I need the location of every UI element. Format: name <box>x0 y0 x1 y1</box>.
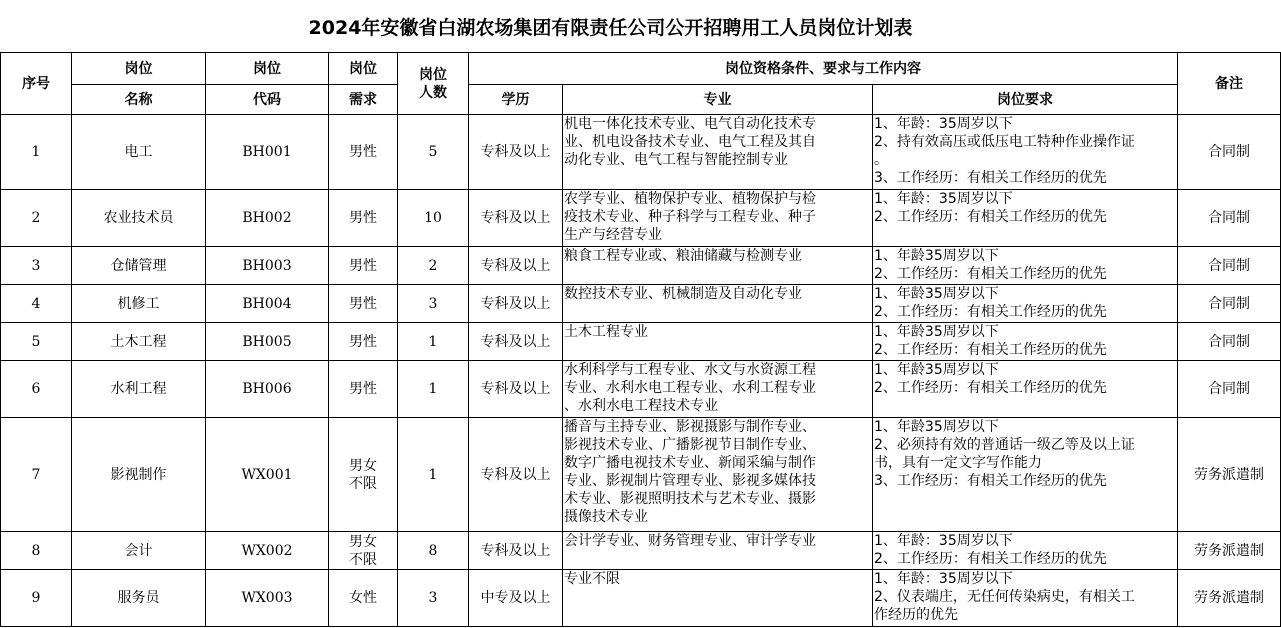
cell-count: 2 <box>398 247 469 285</box>
cell-education: 专科及以上 <box>469 418 563 532</box>
cell-major-line: 生产与经营专业 <box>564 227 662 243</box>
cell-need-line: 男性 <box>349 257 377 274</box>
cell-major-line: 会计学专业、财务管理专业、审计学专业 <box>564 533 816 549</box>
header-pos-count <box>398 53 469 115</box>
cell-need <box>329 190 398 247</box>
table-row <box>1 247 1281 285</box>
cell-seq: 1 <box>1 115 72 190</box>
cell-major-line: 疫技术专业、种子科学与工程专业、种子 <box>564 209 816 225</box>
cell-major-line: 影视技术专业、广播影视节目制作专业、 <box>564 437 816 453</box>
cell-requirement-line: 2、工作经历：有相关工作经历的优先 <box>874 342 1107 358</box>
cell-remark: 合同制 <box>1178 115 1281 190</box>
cell-requirement <box>873 361 1178 418</box>
cell-requirement-line: 1、年龄35周岁以下 <box>874 286 999 302</box>
cell-requirement-line: 2、工作经历：有相关工作经历的优先 <box>874 209 1107 225</box>
cell-requirement <box>873 418 1178 532</box>
cell-requirement-line: 1、年龄35周岁以下 <box>874 248 999 264</box>
cell-education: 专科及以上 <box>469 532 563 570</box>
cell-major-line: 、水利水电工程技术专业 <box>564 398 718 414</box>
cell-requirement-line: 2、持有效高压或低压电工特种作业操作证 <box>874 134 1135 150</box>
header-pos-need-2: 需求 <box>329 85 398 115</box>
cell-requirement-line: 1、年龄35周岁以下 <box>874 324 999 340</box>
cell-need <box>329 570 398 627</box>
cell-need-line: 男性 <box>349 210 377 226</box>
cell-need <box>329 532 398 570</box>
cell-requirement-line: 2、仪表端庄，无任何传染病史，有相关工 <box>874 589 1135 605</box>
cell-education: 专科及以上 <box>469 361 563 418</box>
cell-requirement-line: 2、工作经历：有相关工作经历的优先 <box>874 266 1107 282</box>
cell-education: 专科及以上 <box>469 285 563 323</box>
cell-remark: 合同制 <box>1178 323 1281 361</box>
cell-remark: 合同制 <box>1178 361 1281 418</box>
cell-count: 1 <box>398 323 469 361</box>
cell-need <box>329 115 398 190</box>
header-pos-name-1: 岗位 <box>72 53 206 85</box>
cell-count: 1 <box>398 361 469 418</box>
header-remark: 备注 <box>1178 53 1281 115</box>
header-qualification: 岗位资格条件、要求与工作内容 <box>469 53 1178 85</box>
cell-need-line: 不限 <box>349 551 377 568</box>
cell-major-line: 农学专业、植物保护专业、植物保护与检 <box>564 191 816 207</box>
cell-requirement <box>873 323 1178 361</box>
cell-code: BH004 <box>206 285 329 323</box>
cell-need-line: 不限 <box>349 475 377 492</box>
position-plan-table <box>0 52 1281 627</box>
cell-requirement-line: 1、年龄35周岁以下 <box>874 419 999 435</box>
cell-remark: 劳务派遣制 <box>1178 570 1281 627</box>
cell-seq: 6 <box>1 361 72 418</box>
cell-major <box>563 361 873 418</box>
cell-need-line: 男性 <box>349 144 377 160</box>
cell-requirement-line: 1、年龄：35周岁以下 <box>874 191 1013 207</box>
cell-requirement-line: 3、工作经历：有相关工作经历的优先 <box>874 473 1107 489</box>
cell-requirement-line: 1、年龄：35周岁以下 <box>874 116 1013 132</box>
cell-need <box>329 361 398 418</box>
table-row <box>1 285 1281 323</box>
cell-name: 电工 <box>72 115 206 190</box>
cell-need-line: 男性 <box>349 381 377 397</box>
cell-requirement <box>873 285 1178 323</box>
cell-remark: 劳务派遣制 <box>1178 532 1281 570</box>
table-row <box>1 532 1281 570</box>
cell-requirement <box>873 115 1178 190</box>
table-row <box>1 190 1281 247</box>
cell-code: WX002 <box>206 532 329 570</box>
cell-need-line: 男女 <box>349 457 377 474</box>
header-pos-count-1: 岗位 <box>419 66 447 83</box>
cell-code: BH003 <box>206 247 329 285</box>
cell-requirement-line: 2、工作经历：有相关工作经历的优先 <box>874 551 1107 567</box>
cell-major <box>563 115 873 190</box>
cell-requirement-line: 书，具有一定文字写作能力 <box>874 455 1042 471</box>
header-major: 专业 <box>563 85 873 115</box>
header-pos-code-1: 岗位 <box>206 53 329 85</box>
header-pos-need-1: 岗位 <box>329 53 398 85</box>
cell-code: BH001 <box>206 115 329 190</box>
cell-requirement-line: 1、年龄：35周岁以下 <box>874 571 1013 587</box>
cell-major <box>563 418 873 532</box>
cell-remark: 合同制 <box>1178 247 1281 285</box>
cell-name: 水利工程 <box>72 361 206 418</box>
cell-major <box>563 570 873 627</box>
header-education: 学历 <box>469 85 563 115</box>
cell-name: 农业技术员 <box>72 190 206 247</box>
cell-requirement-line: 。 <box>874 152 888 168</box>
cell-need <box>329 285 398 323</box>
cell-code: WX001 <box>206 418 329 532</box>
table-row <box>1 115 1281 190</box>
header-pos-count-2: 人数 <box>419 84 447 101</box>
header-pos-code-2: 代码 <box>206 85 329 115</box>
cell-major-line: 粮食工程专业或、粮油储藏与检测专业 <box>564 248 802 264</box>
cell-major <box>563 247 873 285</box>
cell-seq: 4 <box>1 285 72 323</box>
cell-seq: 9 <box>1 570 72 627</box>
cell-need-line: 男性 <box>349 333 377 350</box>
cell-count: 1 <box>398 418 469 532</box>
cell-major <box>563 190 873 247</box>
table-row <box>1 323 1281 361</box>
cell-name: 影视制作 <box>72 418 206 532</box>
table-row <box>1 570 1281 627</box>
cell-name: 会计 <box>72 532 206 570</box>
cell-requirement <box>873 190 1178 247</box>
cell-major-line: 动化专业、电气工程与智能控制专业 <box>564 152 788 168</box>
cell-code: BH005 <box>206 323 329 361</box>
cell-major-line: 专业不限 <box>564 571 620 587</box>
cell-code: BH006 <box>206 361 329 418</box>
header-pos-name-2: 名称 <box>72 85 206 115</box>
cell-code: BH002 <box>206 190 329 247</box>
cell-major-line: 数字广播电视技术专业、新闻采编与制作 <box>564 455 816 471</box>
cell-requirement <box>873 247 1178 285</box>
cell-count: 10 <box>398 190 469 247</box>
cell-need <box>329 247 398 285</box>
cell-major <box>563 532 873 570</box>
cell-requirement-line: 2、工作经历：有相关工作经历的优先 <box>874 380 1107 396</box>
cell-requirement-line: 2、工作经历：有相关工作经历的优先 <box>874 304 1107 320</box>
cell-need-line: 男女 <box>349 533 377 550</box>
cell-major-line: 术专业、影视照明技术与艺术专业、摄影 <box>564 491 816 507</box>
cell-requirement <box>873 570 1178 627</box>
table-row <box>1 418 1281 532</box>
cell-need <box>329 418 398 532</box>
cell-requirement-line: 1、年龄35周岁以下 <box>874 362 999 378</box>
cell-major-line: 专业、影视制片管理专业、影视多媒体技 <box>564 473 816 489</box>
cell-requirement-line: 1、年龄：35周岁以下 <box>874 533 1013 549</box>
cell-education: 中专及以上 <box>469 570 563 627</box>
cell-requirement-line: 2、必须持有效的普通话一级乙等及以上证 <box>874 437 1135 453</box>
cell-major-line: 水利科学与工程专业、水文与水资源工程 <box>564 362 816 378</box>
cell-requirement <box>873 532 1178 570</box>
cell-seq: 8 <box>1 532 72 570</box>
cell-major-line: 播音与主持专业、影视摄影与制作专业、 <box>564 419 816 435</box>
cell-major-line: 专业、水利水电工程专业、水利工程专业 <box>564 380 816 396</box>
cell-major <box>563 285 873 323</box>
cell-count: 5 <box>398 115 469 190</box>
cell-education: 专科及以上 <box>469 190 563 247</box>
page-title: 2024年安徽省白湖农场集团有限责任公司公开招聘用工人员岗位计划表 <box>308 16 913 39</box>
table-row <box>1 361 1281 418</box>
cell-name: 服务员 <box>72 570 206 627</box>
cell-name: 土木工程 <box>72 323 206 361</box>
cell-count: 3 <box>398 570 469 627</box>
header-requirement: 岗位要求 <box>873 85 1178 115</box>
cell-major-line: 摄像技术专业 <box>564 509 648 525</box>
cell-code: WX003 <box>206 570 329 627</box>
cell-name: 仓储管理 <box>72 247 206 285</box>
cell-count: 8 <box>398 532 469 570</box>
cell-education: 专科及以上 <box>469 115 563 190</box>
cell-remark: 合同制 <box>1178 190 1281 247</box>
cell-need-line: 男性 <box>349 295 377 312</box>
cell-major-line: 机电一体化技术专业、电气自动化技术专 <box>564 116 816 132</box>
cell-major-line: 土木工程专业 <box>564 324 648 340</box>
cell-seq: 5 <box>1 323 72 361</box>
cell-remark: 合同制 <box>1178 285 1281 323</box>
cell-seq: 7 <box>1 418 72 532</box>
cell-education: 专科及以上 <box>469 247 563 285</box>
cell-major <box>563 323 873 361</box>
cell-seq: 3 <box>1 247 72 285</box>
cell-major-line: 业、机电设备技术专业、电气工程及其自 <box>564 134 816 150</box>
cell-requirement-line: 作经历的优先 <box>874 607 958 623</box>
cell-major-line: 数控技术专业、机械制造及自动化专业 <box>564 286 802 302</box>
cell-remark: 劳务派遣制 <box>1178 418 1281 532</box>
cell-requirement-line: 3、工作经历：有相关工作经历的优先 <box>874 170 1107 186</box>
header-seq: 序号 <box>1 53 72 115</box>
cell-count: 3 <box>398 285 469 323</box>
cell-need <box>329 323 398 361</box>
cell-seq: 2 <box>1 190 72 247</box>
cell-need-line: 女性 <box>349 590 377 606</box>
cell-education: 专科及以上 <box>469 323 563 361</box>
cell-name: 机修工 <box>72 285 206 323</box>
